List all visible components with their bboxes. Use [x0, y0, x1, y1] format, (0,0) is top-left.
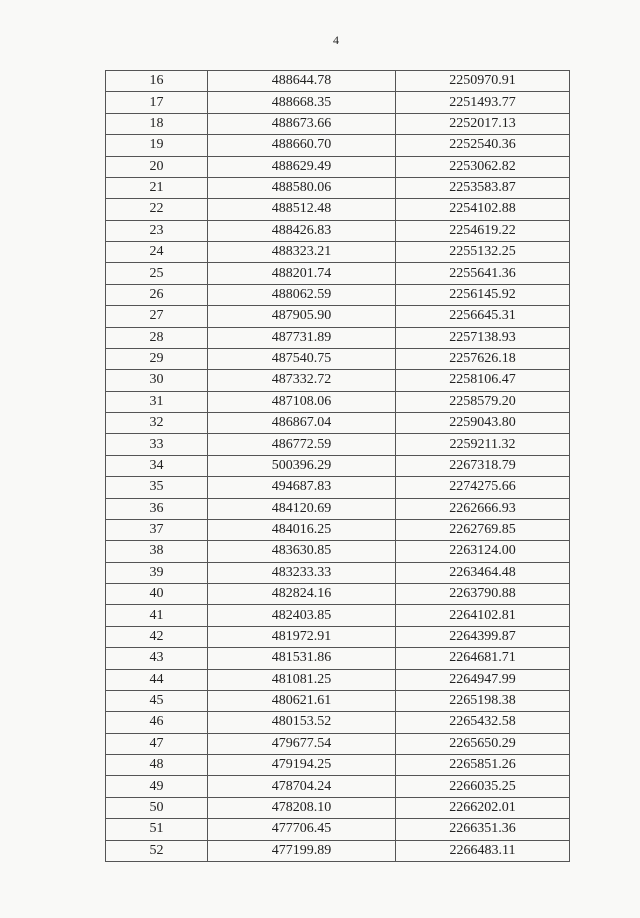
- point-number-cell: 17: [106, 92, 208, 113]
- x-coordinate-cell: 481081.25: [208, 669, 396, 690]
- y-coordinate-cell: 2262666.93: [396, 498, 570, 519]
- x-coordinate-cell: 483630.85: [208, 541, 396, 562]
- y-coordinate-cell: 2265650.29: [396, 733, 570, 754]
- y-coordinate-cell: 2259043.80: [396, 413, 570, 434]
- table-row: [106, 669, 570, 690]
- point-number-cell: 24: [106, 242, 208, 263]
- point-number-cell: 51: [106, 819, 208, 840]
- point-number-cell: 38: [106, 541, 208, 562]
- x-coordinate-cell: 478704.24: [208, 776, 396, 797]
- x-coordinate-cell: 480621.61: [208, 690, 396, 711]
- table-row: [106, 391, 570, 412]
- point-number-cell: 21: [106, 177, 208, 198]
- x-coordinate-cell: 487108.06: [208, 391, 396, 412]
- page-number: 4: [333, 33, 339, 47]
- point-number-cell: 26: [106, 284, 208, 305]
- y-coordinate-cell: 2266035.25: [396, 776, 570, 797]
- point-number-cell: 16: [106, 71, 208, 92]
- table-row: [106, 626, 570, 647]
- x-coordinate-cell: 486867.04: [208, 413, 396, 434]
- point-number-cell: 29: [106, 348, 208, 369]
- table-row: [106, 71, 570, 92]
- y-coordinate-cell: 2263464.48: [396, 562, 570, 583]
- point-number-cell: 45: [106, 690, 208, 711]
- table-row: [106, 327, 570, 348]
- x-coordinate-cell: 488323.21: [208, 242, 396, 263]
- table-row: [106, 434, 570, 455]
- point-number-cell: 41: [106, 605, 208, 626]
- table-row: [106, 477, 570, 498]
- point-number-cell: 46: [106, 712, 208, 733]
- x-coordinate-cell: 479677.54: [208, 733, 396, 754]
- point-number-cell: 34: [106, 455, 208, 476]
- y-coordinate-cell: 2264947.99: [396, 669, 570, 690]
- point-number-cell: 47: [106, 733, 208, 754]
- point-number-cell: 40: [106, 584, 208, 605]
- x-coordinate-cell: 488629.49: [208, 156, 396, 177]
- y-coordinate-cell: 2253062.82: [396, 156, 570, 177]
- point-number-cell: 48: [106, 755, 208, 776]
- point-number-cell: 31: [106, 391, 208, 412]
- table-row: [106, 819, 570, 840]
- x-coordinate-cell: 488644.78: [208, 71, 396, 92]
- x-coordinate-cell: 488512.48: [208, 199, 396, 220]
- y-coordinate-cell: 2266351.36: [396, 819, 570, 840]
- table-row: [106, 156, 570, 177]
- y-coordinate-cell: 2266483.11: [396, 840, 570, 861]
- table-row: [106, 135, 570, 156]
- x-coordinate-cell: 488201.74: [208, 263, 396, 284]
- table-row: [106, 413, 570, 434]
- y-coordinate-cell: 2252017.13: [396, 113, 570, 134]
- x-coordinate-cell: 478208.10: [208, 797, 396, 818]
- table-row: [106, 519, 570, 540]
- point-number-cell: 35: [106, 477, 208, 498]
- coordinates-table-body: [106, 71, 570, 862]
- table-row: [106, 562, 570, 583]
- y-coordinate-cell: 2274275.66: [396, 477, 570, 498]
- table-row: [106, 455, 570, 476]
- x-coordinate-cell: 477199.89: [208, 840, 396, 861]
- x-coordinate-cell: 488062.59: [208, 284, 396, 305]
- y-coordinate-cell: 2264399.87: [396, 626, 570, 647]
- x-coordinate-cell: 487332.72: [208, 370, 396, 391]
- x-coordinate-cell: 481531.86: [208, 648, 396, 669]
- table-row: [106, 306, 570, 327]
- table-row: [106, 712, 570, 733]
- point-number-cell: 49: [106, 776, 208, 797]
- x-coordinate-cell: 486772.59: [208, 434, 396, 455]
- point-number-cell: 28: [106, 327, 208, 348]
- y-coordinate-cell: 2263790.88: [396, 584, 570, 605]
- point-number-cell: 44: [106, 669, 208, 690]
- y-coordinate-cell: 2256145.92: [396, 284, 570, 305]
- point-number-cell: 37: [106, 519, 208, 540]
- point-number-cell: 43: [106, 648, 208, 669]
- x-coordinate-cell: 487540.75: [208, 348, 396, 369]
- table-row: [106, 541, 570, 562]
- table-row: [106, 840, 570, 861]
- y-coordinate-cell: 2262769.85: [396, 519, 570, 540]
- point-number-cell: 19: [106, 135, 208, 156]
- point-number-cell: 42: [106, 626, 208, 647]
- x-coordinate-cell: 500396.29: [208, 455, 396, 476]
- x-coordinate-cell: 483233.33: [208, 562, 396, 583]
- point-number-cell: 52: [106, 840, 208, 861]
- x-coordinate-cell: 481972.91: [208, 626, 396, 647]
- y-coordinate-cell: 2265198.38: [396, 690, 570, 711]
- y-coordinate-cell: 2264681.71: [396, 648, 570, 669]
- table-row: [106, 348, 570, 369]
- point-number-cell: 20: [106, 156, 208, 177]
- table-row: [106, 776, 570, 797]
- x-coordinate-cell: 484120.69: [208, 498, 396, 519]
- y-coordinate-cell: 2256645.31: [396, 306, 570, 327]
- x-coordinate-cell: 484016.25: [208, 519, 396, 540]
- y-coordinate-cell: 2265851.26: [396, 755, 570, 776]
- y-coordinate-cell: 2258579.20: [396, 391, 570, 412]
- x-coordinate-cell: 488580.06: [208, 177, 396, 198]
- y-coordinate-cell: 2255132.25: [396, 242, 570, 263]
- x-coordinate-cell: 494687.83: [208, 477, 396, 498]
- x-coordinate-cell: 480153.52: [208, 712, 396, 733]
- y-coordinate-cell: 2252540.36: [396, 135, 570, 156]
- table-row: [106, 199, 570, 220]
- table-row: [106, 498, 570, 519]
- table-row: [106, 370, 570, 391]
- x-coordinate-cell: 488660.70: [208, 135, 396, 156]
- point-number-cell: 33: [106, 434, 208, 455]
- y-coordinate-cell: 2259211.32: [396, 434, 570, 455]
- point-number-cell: 22: [106, 199, 208, 220]
- point-number-cell: 32: [106, 413, 208, 434]
- point-number-cell: 36: [106, 498, 208, 519]
- x-coordinate-cell: 479194.25: [208, 755, 396, 776]
- table-row: [106, 648, 570, 669]
- point-number-cell: 50: [106, 797, 208, 818]
- table-row: [106, 177, 570, 198]
- y-coordinate-cell: 2251493.77: [396, 92, 570, 113]
- table-row: [106, 797, 570, 818]
- table-row: [106, 284, 570, 305]
- x-coordinate-cell: 482403.85: [208, 605, 396, 626]
- y-coordinate-cell: 2267318.79: [396, 455, 570, 476]
- y-coordinate-cell: 2255641.36: [396, 263, 570, 284]
- y-coordinate-cell: 2253583.87: [396, 177, 570, 198]
- y-coordinate-cell: 2264102.81: [396, 605, 570, 626]
- table-row: [106, 263, 570, 284]
- point-number-cell: 30: [106, 370, 208, 391]
- table-row: [106, 733, 570, 754]
- y-coordinate-cell: 2257626.18: [396, 348, 570, 369]
- y-coordinate-cell: 2257138.93: [396, 327, 570, 348]
- y-coordinate-cell: 2254619.22: [396, 220, 570, 241]
- coordinates-table: [105, 70, 570, 862]
- x-coordinate-cell: 487731.89: [208, 327, 396, 348]
- y-coordinate-cell: 2250970.91: [396, 71, 570, 92]
- table-row: [106, 605, 570, 626]
- y-coordinate-cell: 2258106.47: [396, 370, 570, 391]
- point-number-cell: 39: [106, 562, 208, 583]
- x-coordinate-cell: 488673.66: [208, 113, 396, 134]
- table-row: [106, 92, 570, 113]
- table-row: [106, 220, 570, 241]
- y-coordinate-cell: 2265432.58: [396, 712, 570, 733]
- table-row: [106, 584, 570, 605]
- x-coordinate-cell: 488668.35: [208, 92, 396, 113]
- x-coordinate-cell: 477706.45: [208, 819, 396, 840]
- table-row: [106, 242, 570, 263]
- x-coordinate-cell: 487905.90: [208, 306, 396, 327]
- y-coordinate-cell: 2254102.88: [396, 199, 570, 220]
- point-number-cell: 25: [106, 263, 208, 284]
- y-coordinate-cell: 2263124.00: [396, 541, 570, 562]
- table-row: [106, 113, 570, 134]
- point-number-cell: 27: [106, 306, 208, 327]
- point-number-cell: 18: [106, 113, 208, 134]
- point-number-cell: 23: [106, 220, 208, 241]
- table-row: [106, 690, 570, 711]
- y-coordinate-cell: 2266202.01: [396, 797, 570, 818]
- x-coordinate-cell: 482824.16: [208, 584, 396, 605]
- x-coordinate-cell: 488426.83: [208, 220, 396, 241]
- table-row: [106, 755, 570, 776]
